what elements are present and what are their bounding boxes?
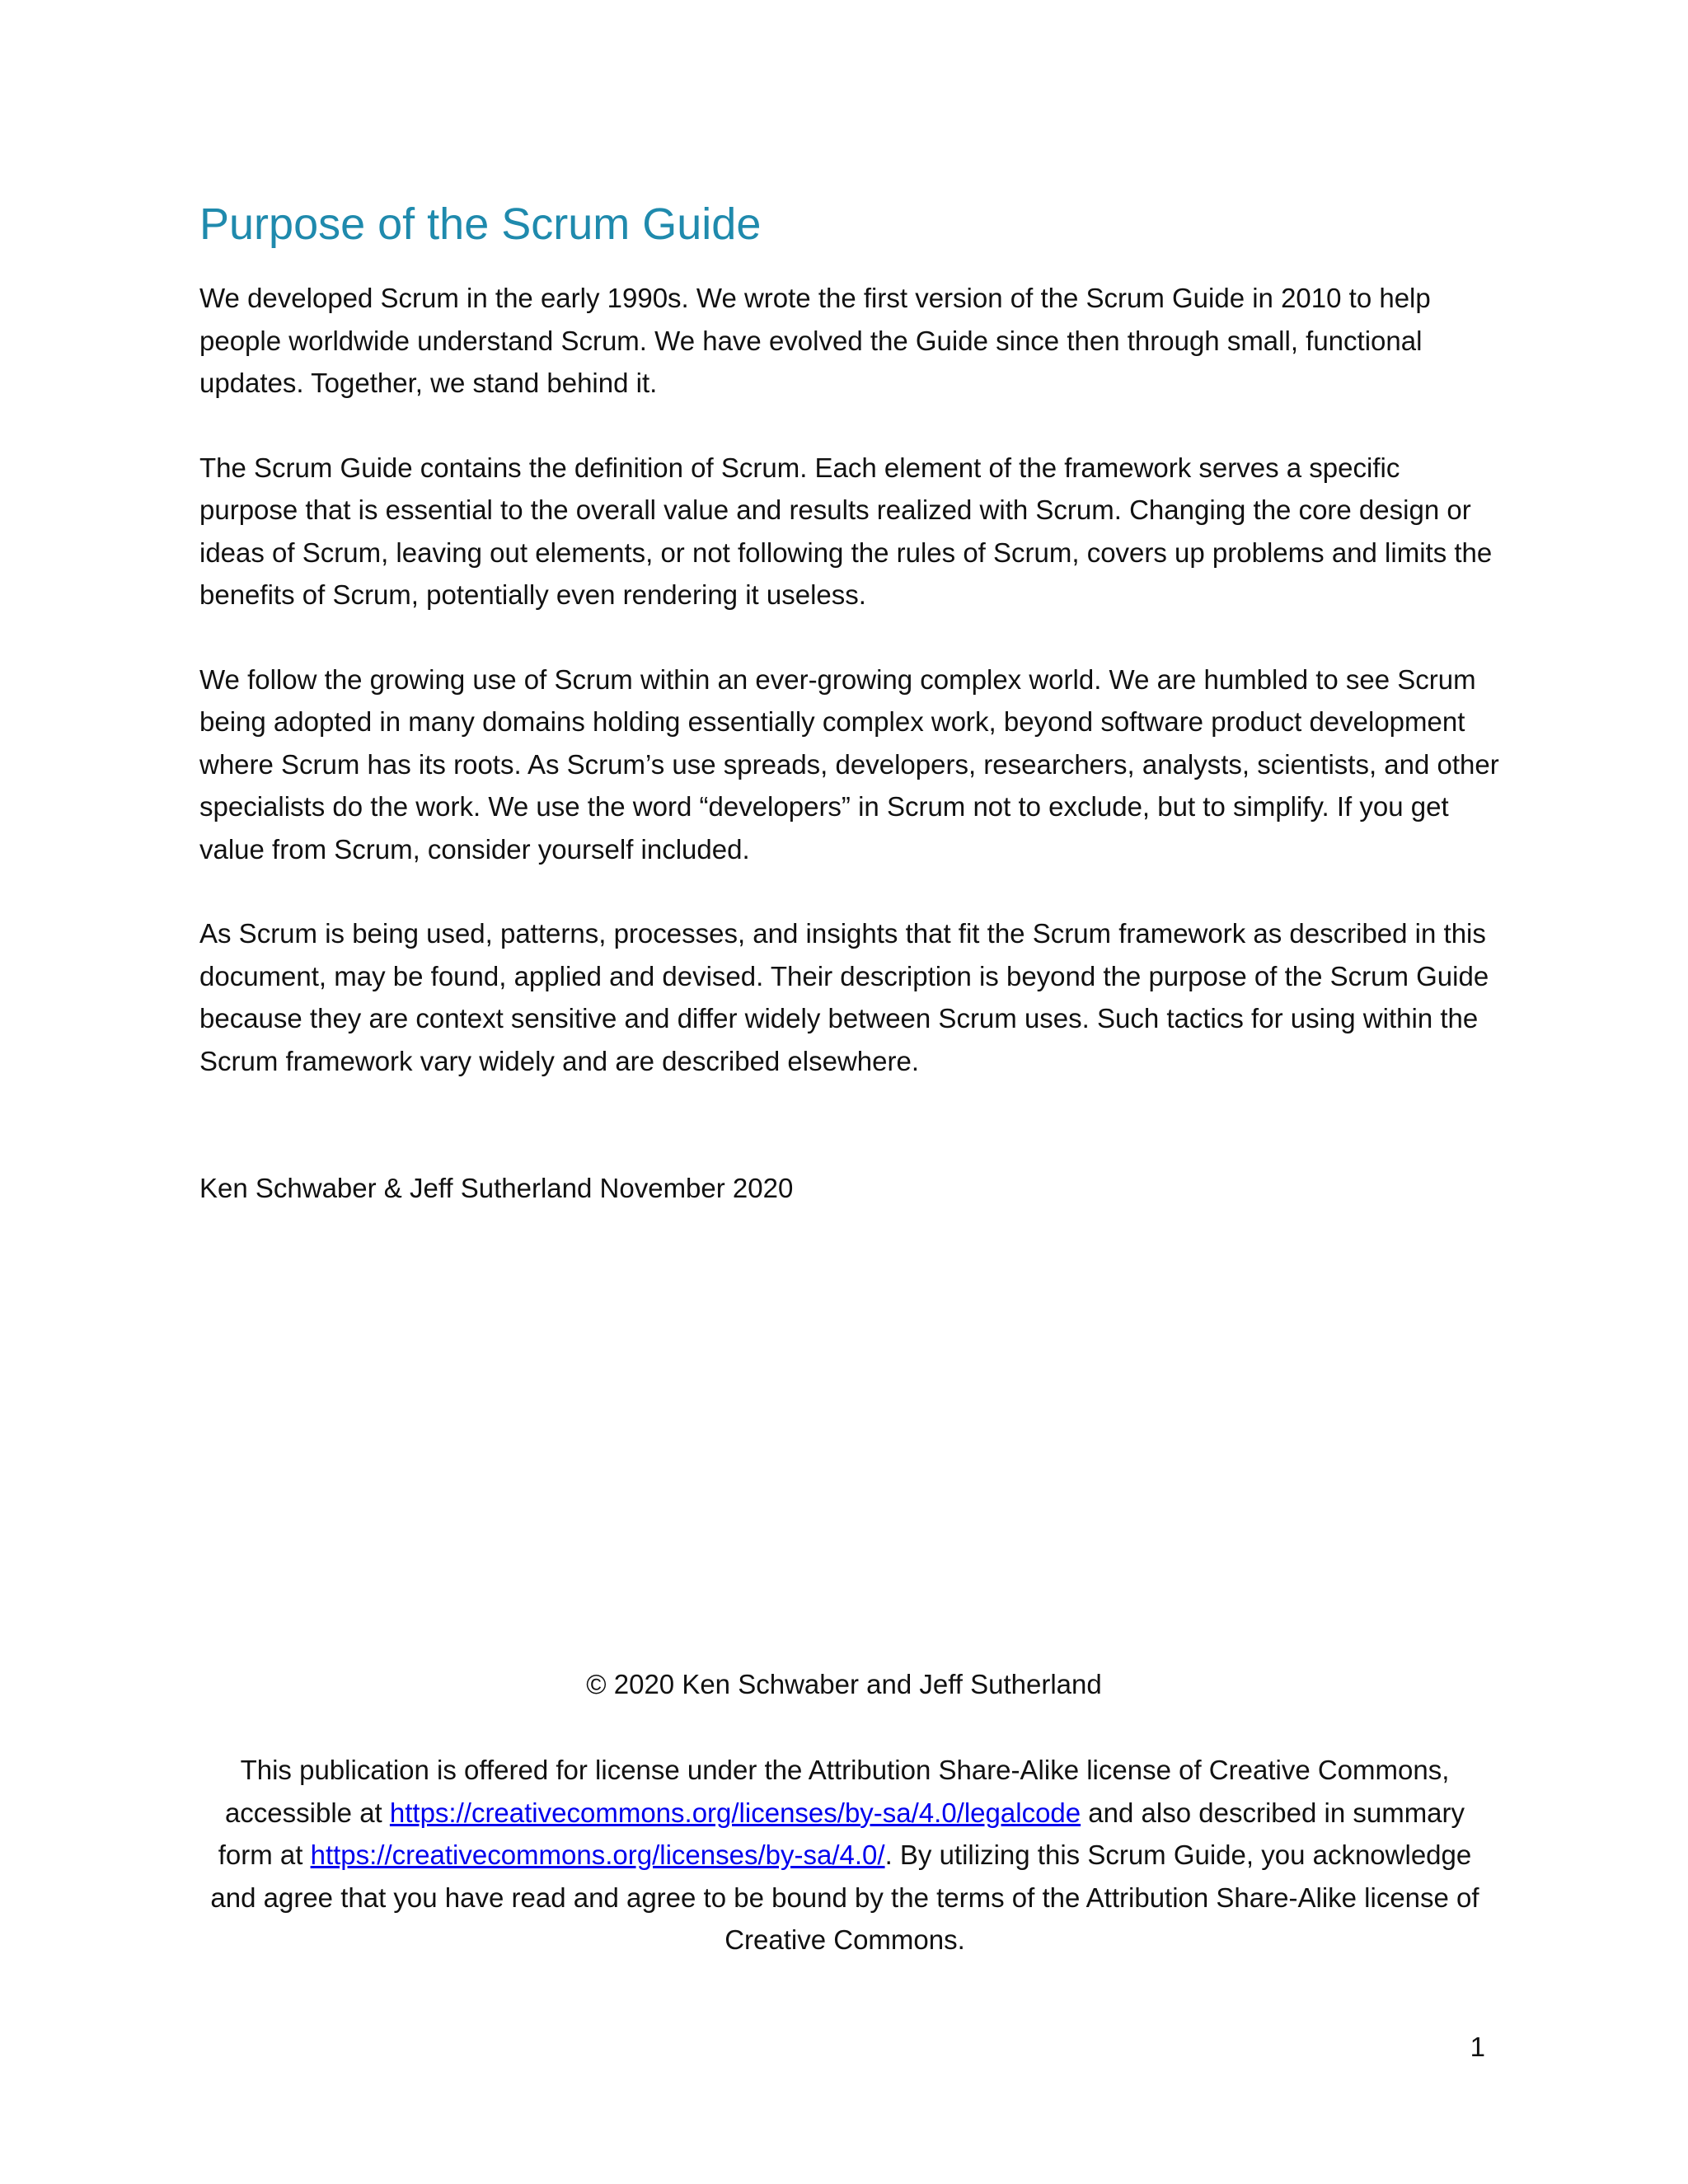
page-number: 1 <box>1470 2032 1485 2062</box>
paragraph-2: The Scrum Guide contains the definition of Scrum. Each element of the framework serves a specific purpose that is essential to the overall value and results realized with Scrum. Changing the core design or ideas of Scrum, leaving out elements, or not following the rules of Scrum, covers up problems and limits the benefits of Scrum, potentially even rendering it useless. <box>199 452 1493 610</box>
signature: Ken Schwaber & Jeff Sutherland November 2020 <box>199 1173 794 1203</box>
copyright-notice: © 2020 Ken Schwaber and Jeff Sutherland <box>586 1669 1102 1699</box>
body-text <box>199 277 1502 1124</box>
license-text-2: and also described in summary form at <box>218 1797 1465 1870</box>
license-notice <box>198 1749 1492 1961</box>
license-text-1: This publication is offered for license under the Attribution Share-Alike license of Creative Commons, accessible at <box>224 1755 1450 1828</box>
paragraph-4: As Scrum is being used, patterns, processes, and insights that fit the Scrum framework as described in this document, may be found, applied and devised. Their description is beyond the purpose of the Scrum Guide because they are context sensitive and differ widely between Scrum uses. Such tactics for using within the Scrum framework vary widely and are described elsewhere. <box>199 918 1489 1076</box>
page-title: Purpose of the Scrum Guide <box>199 199 762 249</box>
paragraph-3: We follow the growing use of Scrum within an ever-growing complex world. We are humbled to see Scrum being adopted in many domains holding essentially complex work, beyond software product development where Scrum has its roots. As Scrum’s use spreads, developers, researchers, analysts, scientists, and other specialists do the work. We use the word “developers” in Scrum not to exclude, but to simplify. If you get value from Scrum, consider yourself included. <box>199 663 1499 865</box>
paragraph-1: We developed Scrum in the early 1990s. We wrote the first version of the Scrum Guide in 2010 to help people worldwide understand Scrum. We have evolved the Guide since then through small, functional updates. Together, we stand behind it. <box>199 283 1431 398</box>
license-text-3: . By utilizing this Scrum Guide, you acknowledge and agree that you have read and agree to be bound by the terms of the Attribution Share-Alike license of Creative Commons. <box>210 1840 1479 1955</box>
license-summary-link[interactable]: https://creativecommons.org/licenses/by-sa/4.0/ <box>310 1840 885 1870</box>
legalcode-link[interactable]: https://creativecommons.org/licenses/by-sa/4.0/legalcode <box>389 1797 1081 1828</box>
